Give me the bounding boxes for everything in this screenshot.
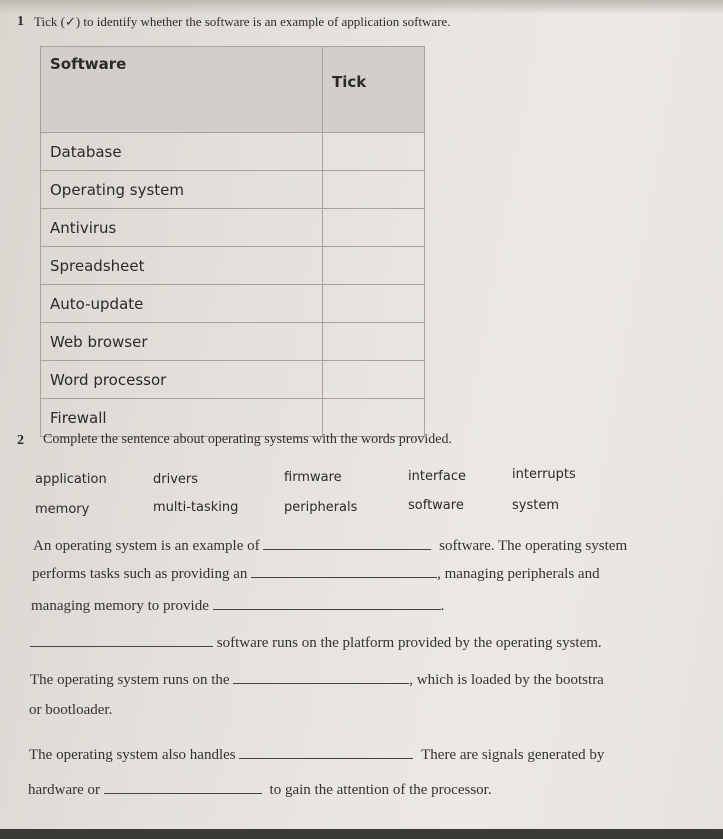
tick-cell[interactable]	[323, 247, 425, 285]
tick-cell[interactable]	[323, 285, 425, 323]
sentence-text: There are signals generated by	[421, 747, 605, 763]
page-shadow	[0, 0, 723, 14]
answer-blank[interactable]	[104, 780, 262, 794]
question-2-number: 2	[17, 433, 24, 448]
sentence-line	[28, 780, 492, 799]
sentence-line	[33, 536, 627, 555]
software-name: Operating system	[41, 171, 323, 209]
table-row	[41, 133, 425, 171]
sentence-text: An operating system is an example of	[33, 538, 260, 554]
software-name: Spreadsheet	[41, 247, 323, 285]
sentence-text: software. The operating system	[439, 538, 628, 554]
table-row	[41, 171, 425, 209]
question-2-instruction: Complete the sentence about operating systems with the words provided.	[43, 432, 453, 447]
sentence-line	[30, 670, 604, 689]
sentence-text: hardware or	[28, 782, 101, 798]
sentence-text: , which is loaded by the bootstra	[409, 672, 604, 688]
tick-cell[interactable]	[323, 399, 425, 437]
sentence-line	[30, 633, 602, 652]
word-bank-item: drivers	[153, 472, 199, 487]
software-table	[40, 46, 425, 437]
sentence-line	[32, 564, 600, 583]
sentence-text: The operating system runs on the	[30, 672, 230, 688]
sentence-text: , managing peripherals and	[437, 566, 600, 582]
word-bank-item: memory	[35, 502, 90, 517]
software-name: Web browser	[41, 323, 323, 361]
sentence-text: or bootloader.	[29, 702, 113, 718]
answer-blank[interactable]	[263, 536, 431, 550]
word-bank-item: peripherals	[284, 500, 358, 515]
sentence-text: The operating system also handles	[29, 747, 236, 763]
sentence-line	[31, 596, 444, 615]
question-1-number: 1	[17, 14, 24, 29]
word-bank-item: application	[35, 472, 107, 487]
header-tick: Tick	[323, 47, 425, 133]
answer-blank[interactable]	[30, 633, 213, 647]
page-edge-shadow	[0, 829, 723, 839]
software-name: Firewall	[41, 399, 323, 437]
answer-blank[interactable]	[239, 745, 413, 759]
table-row	[41, 323, 425, 361]
tick-cell[interactable]	[323, 323, 425, 361]
answer-blank[interactable]	[251, 564, 437, 578]
sentence-text: to gain the attention of the processor.	[269, 782, 492, 798]
table-row	[41, 361, 425, 399]
sentence-text: software runs on the platform provided by the operating system.	[216, 635, 602, 651]
tick-cell[interactable]	[323, 209, 425, 247]
tick-cell[interactable]	[323, 361, 425, 399]
word-bank-item: multi-tasking	[153, 500, 239, 515]
word-bank-item: software	[408, 498, 464, 513]
software-name: Auto-update	[41, 285, 323, 323]
answer-blank[interactable]	[213, 596, 441, 610]
sentence-text: .	[440, 598, 445, 614]
tick-cell[interactable]	[323, 133, 425, 171]
sentence-text: performs tasks such as providing an	[32, 566, 248, 582]
sentence-line	[29, 745, 604, 764]
question-1-instruction: Tick (✓) to identify whether the software is an example of application software.	[34, 14, 451, 29]
software-name: Database	[41, 133, 323, 171]
word-bank-item: interrupts	[512, 467, 576, 482]
answer-blank[interactable]	[233, 670, 409, 684]
header-software: Software	[41, 47, 323, 133]
table-row	[41, 247, 425, 285]
table-row	[41, 399, 425, 437]
word-bank-item: system	[512, 498, 559, 513]
word-bank-item: firmware	[284, 470, 342, 485]
sentence-line	[29, 702, 112, 719]
software-name: Word processor	[41, 361, 323, 399]
word-bank-item: interface	[408, 469, 466, 484]
sentence-text: managing memory to provide	[31, 598, 209, 614]
software-name: Antivirus	[41, 209, 323, 247]
table-row	[41, 285, 425, 323]
table-row	[41, 209, 425, 247]
tick-cell[interactable]	[323, 171, 425, 209]
